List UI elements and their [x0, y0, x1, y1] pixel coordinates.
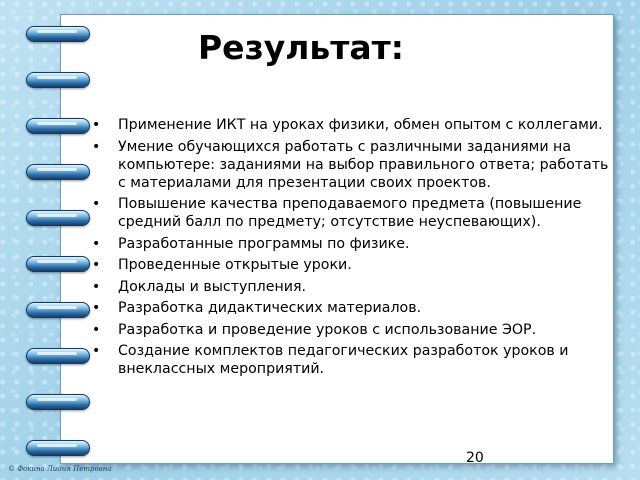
binder-ring-icon: [26, 26, 90, 42]
list-item: • Создание комплектов педагогических разработок уроков и внеклассных мероприятий.: [92, 342, 612, 378]
binder-ring-icon: [26, 394, 90, 410]
list-item: • Повышение качества преподаваемого предмета (повышение средний балл по предмету; отсутствие неуспевающих).: [92, 195, 612, 231]
list-item: • Доклады и выступления.: [92, 278, 612, 296]
list-item: • Применение ИКТ на уроках физики, обмен опытом с коллегами.: [92, 116, 612, 134]
list-item: • Разработанные программы по физике.: [92, 235, 612, 253]
list-item: • Проведенные открытые уроки.: [92, 256, 612, 274]
binder-ring-icon: [26, 210, 90, 226]
binder-ring-icon: [26, 348, 90, 364]
binder-ring-icon: [26, 440, 90, 456]
slide-title: Результат:: [198, 28, 405, 67]
binder-ring-icon: [26, 118, 90, 134]
author-watermark: © Фокина Лидия Петровна: [8, 465, 112, 473]
bullet-list: [92, 116, 612, 382]
binder-ring-icon: [26, 256, 90, 272]
list-item: • Разработка дидактических материалов.: [92, 299, 612, 317]
binder-ring-icon: [26, 164, 90, 180]
binder-ring-icon: [26, 302, 90, 318]
list-item: • Разработка и проведение уроков с использование ЭОР.: [92, 321, 612, 339]
list-item: • Умение обучающихся работать с различными заданиями на компьютере: заданиями на выбор правильного ответа; работать с материалами для презентации своих проектов.: [92, 138, 612, 192]
page-number: 20: [466, 450, 484, 466]
binder-ring-icon: [26, 72, 90, 88]
